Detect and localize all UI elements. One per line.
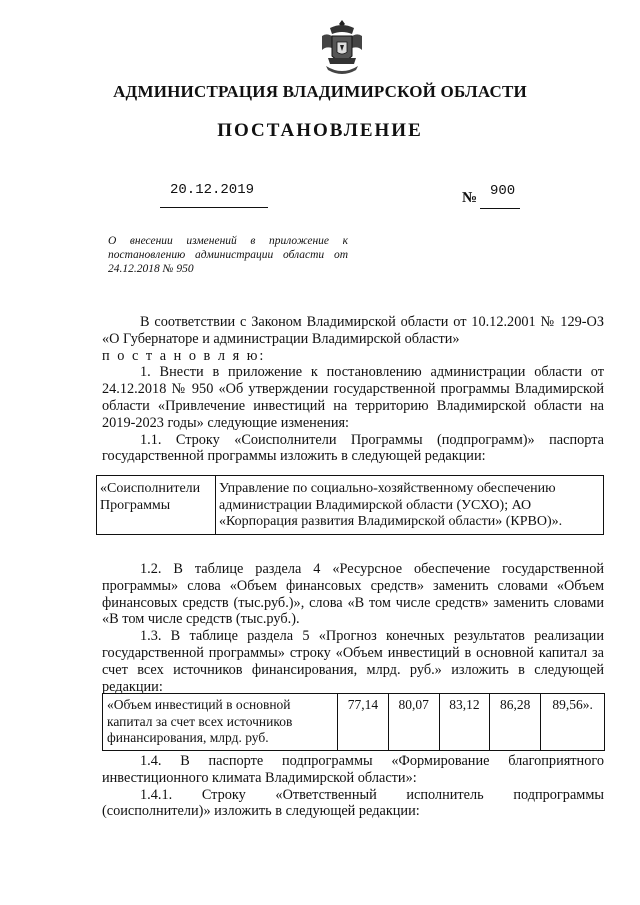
paragraph-intro bbox=[102, 314, 604, 465]
table-cell-value: 89,56». bbox=[541, 694, 605, 751]
table-cell-label: «Соисполнители Программы bbox=[97, 476, 216, 535]
document-date: 20.12.2019 bbox=[170, 182, 255, 198]
paragraph-1-4: 1.4. В паспорте подпрограммы «Формирование благоприятного инвестиционного климата Владимирской области»: bbox=[102, 753, 604, 786]
organization-title: АДМИНИСТРАЦИЯ ВЛАДИМИРСКОЙ ОБЛАСТИ bbox=[113, 82, 527, 101]
number-sign: № bbox=[462, 190, 478, 206]
number-underline bbox=[480, 208, 520, 209]
table-cell-label: «Объем инвестиций в основной капитал за счет всех источников финансирования, млрд. руб. bbox=[103, 694, 338, 751]
paragraph-intro-text: В соответствии с Законом Владимирской области от 10.12.2001 № 129-ОЗ «О Губернаторе и администрации Владимирской области» bbox=[102, 314, 604, 347]
coat-of-arms-icon bbox=[318, 18, 366, 78]
date-underline bbox=[160, 207, 268, 208]
document-number: 900 bbox=[490, 183, 516, 199]
investment-table bbox=[102, 693, 605, 751]
resolve-text: п о с т а н о в л я ю: bbox=[102, 347, 266, 364]
paragraph-1-4-1: 1.4.1. Строку «Ответственный исполнитель подпрограммы (соисполнители)» изложить в следующей редакции: bbox=[102, 786, 604, 820]
table-row bbox=[97, 476, 604, 535]
paragraph-1-1: 1.1. Строку «Соисполнители Программы (подпрограмм)» паспорта государственной программы изложить в следующей редакции: bbox=[102, 431, 604, 465]
paragraph-group-2 bbox=[102, 561, 604, 695]
table-cell-value: 86,28 bbox=[490, 694, 541, 751]
document-subject: О внесении изменений в приложение к постановлению администрации области от 24.12.2018 № 950 bbox=[108, 235, 348, 275]
table-cell-value: 77,14 bbox=[338, 694, 389, 751]
coexecutors-table bbox=[96, 475, 604, 535]
table-cell-value: 83,12 bbox=[439, 694, 490, 751]
paragraph-1-3: 1.3. В таблице раздела 5 «Прогноз конечных результатов реализации государственной программы» строку «Объем инвестиций в основной капитал за счет всех источников финансирования, млрд. руб.» изложить в следующей редакции: bbox=[102, 628, 604, 695]
table-cell-value: 80,07 bbox=[388, 694, 439, 751]
document-type-title: ПОСТАНОВЛЕНИЕ bbox=[217, 120, 423, 141]
table-row bbox=[103, 694, 605, 751]
paragraph-group-3 bbox=[102, 753, 604, 820]
table-cell-content: Управление по социально-хозяйственному обеспечению администрации Владимирской области (УСХО); АО «Корпорация развития Владимирской области» (КРВО)». bbox=[216, 476, 604, 535]
paragraph-1: 1. Внести в приложение к постановлению администрации области от 24.12.2018 № 950 «Об утверждении государственной программы Владимирской области «Привлечение инвестиций на территорию Владимирской области на 2019-2023 годы» следующие изменения: bbox=[102, 364, 604, 431]
paragraph-1-2: 1.2. В таблице раздела 4 «Ресурсное обеспечение государственной программы» слова «Объем финансовых средств» заменить словами «Объем финансовых средств (тыс.руб.)», слова «В том числе средств» заменить словами «В том числе средств (тыс.руб.). bbox=[102, 561, 604, 628]
